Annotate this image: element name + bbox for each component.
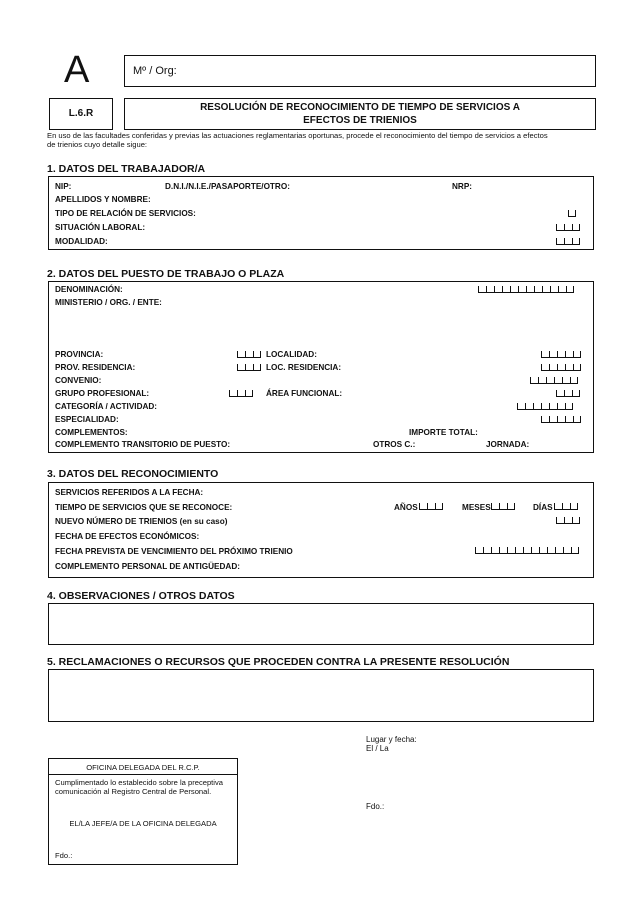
situacion-input[interactable] [556, 224, 580, 231]
dias-input[interactable] [554, 503, 578, 510]
lugar-fecha-label: Lugar y fecha: [366, 735, 417, 744]
otros-label: OTROS C.: [373, 440, 416, 449]
fecha-prevista-label: FECHA PREVISTA DE VENCIMIENTO DEL PRÓXIMO TRIENIO [55, 547, 293, 556]
oficina-title: OFICINA DELEGADA DEL R.C.P. [86, 763, 200, 772]
complementos-label: COMPLEMENTOS: [55, 428, 128, 437]
section-5-title: 5. RECLAMACIONES O RECURSOS QUE PROCEDEN CONTRA LA PRESENTE RESOLUCIÓN [47, 656, 510, 668]
oficina-divider [49, 774, 237, 775]
fdo-right-label: Fdo.: [366, 802, 385, 811]
area-input[interactable] [556, 390, 580, 397]
loc-residencia-label: LOC. RESIDENCIA: [266, 363, 342, 372]
convenio-input[interactable] [530, 377, 578, 384]
el-la-label: El / La [366, 744, 389, 753]
localidad-label: LOCALIDAD: [266, 350, 317, 359]
form-code: L.6.R [68, 108, 94, 119]
jornada-label: JORNADA: [486, 440, 530, 449]
nip-label: NIP: [55, 182, 72, 191]
anos-label: AÑOS [394, 503, 418, 512]
fecha-efectos-label: FECHA DE EFECTOS ECONÓMICOS: [55, 532, 200, 541]
nrp-label: NRP: [452, 182, 473, 191]
oficina-text-1: Cumplimentado lo establecido sobre la preceptiva [55, 778, 224, 787]
oficina-fdo: Fdo.: [55, 851, 73, 860]
prov-residencia-label: PROV. RESIDENCIA: [55, 363, 136, 372]
meses-label: MESES [462, 503, 491, 512]
convenio-label: CONVENIO: [55, 376, 102, 385]
nuevo-numero-input[interactable] [556, 517, 580, 524]
complemento-personal-label: COMPLEMENTO PERSONAL DE ANTIGÜEDAD: [55, 562, 240, 571]
section-2-title: 2. DATOS DEL PUESTO DE TRABAJO O PLAZA [47, 268, 285, 280]
loc-residencia-input[interactable] [541, 364, 581, 371]
grupo-label: GRUPO PROFESIONAL: [55, 389, 150, 398]
categoria-input[interactable] [517, 403, 573, 410]
title-line-1: RESOLUCIÓN DE RECONOCIMIENTO DE TIEMPO DE SERVICIOS A [200, 102, 520, 113]
tiempo-label: TIEMPO DE SERVICIOS QUE SE RECONOCE: [55, 503, 233, 512]
tipo-relacion-input[interactable] [568, 210, 576, 217]
provincia-label: PROVINCIA: [55, 350, 104, 359]
provincia-input[interactable] [237, 351, 261, 358]
prov-residencia-input[interactable] [237, 364, 261, 371]
importe-label: IMPORTE TOTAL: [409, 428, 478, 437]
localidad-input[interactable] [541, 351, 581, 358]
especialidad-input[interactable] [541, 416, 581, 423]
situacion-label: SITUACIÓN LABORAL: [55, 223, 146, 232]
oficina-text-2: comunicación al Registro Central de Personal. [55, 787, 212, 796]
tipo-relacion-label: TIPO DE RELACIÓN DE SERVICIOS: [55, 209, 196, 218]
title-box [124, 98, 596, 130]
section-3-title: 3. DATOS DEL RECONOCIMIENTO [47, 468, 219, 480]
complemento-transitorio-label: COMPLEMENTO TRANSITORIO DE PUESTO: [55, 440, 231, 449]
title-line-2: EFECTOS DE TRIENIOS [303, 115, 417, 126]
grupo-input[interactable] [229, 390, 253, 397]
modalidad-input[interactable] [556, 238, 580, 245]
org-field[interactable] [124, 55, 596, 87]
section-4-title: 4. OBSERVACIONES / OTROS DATOS [47, 590, 235, 602]
oficina-jefe: EL/LA JEFE/A DE LA OFICINA DELEGADA [69, 819, 217, 828]
nuevo-numero-label: NUEVO NÚMERO DE TRIENIOS (en su caso) [55, 517, 228, 526]
denominacion-label: DENOMINACIÓN: [55, 285, 123, 294]
oficina-delegada-box [48, 758, 238, 865]
org-label: Mº / Org: [133, 65, 177, 77]
apellidos-label: APELLIDOS Y NOMBRE: [55, 195, 151, 204]
area-label: ÁREA FUNCIONAL: [266, 389, 343, 398]
modalidad-label: MODALIDAD: [55, 237, 108, 246]
observaciones-box[interactable] [48, 603, 594, 645]
reclamaciones-box[interactable] [48, 669, 594, 722]
form-letter: A [64, 49, 90, 91]
ministerio-label: MINISTERIO / ORG. / ENTE: [55, 298, 162, 307]
categoria-label: CATEGORÍA / ACTIVIDAD: [55, 402, 158, 411]
intro-line-1: En uso de las facultades conferidas y previas las actuaciones reglamentarias oportunas, procede el reconocimiento del tiempo de servicios a efectos [47, 131, 548, 140]
especialidad-label: ESPECIALIDAD: [55, 415, 119, 424]
fecha-prevista-input[interactable] [475, 547, 579, 554]
intro-line-2: de trienios cuyo detalle sigue: [47, 140, 148, 149]
anos-input[interactable] [419, 503, 443, 510]
dni-label: D.N.I./N.I.E./PASAPORTE/OTRO: [165, 182, 290, 191]
form-code-box [49, 98, 113, 130]
dias-label: DÍAS [533, 503, 553, 512]
servicios-label: SERVICIOS REFERIDOS A LA FECHA: [55, 488, 204, 497]
section-1-title: 1. DATOS DEL TRABAJADOR/A [47, 163, 206, 175]
denominacion-input[interactable] [478, 286, 574, 293]
meses-input[interactable] [491, 503, 515, 510]
